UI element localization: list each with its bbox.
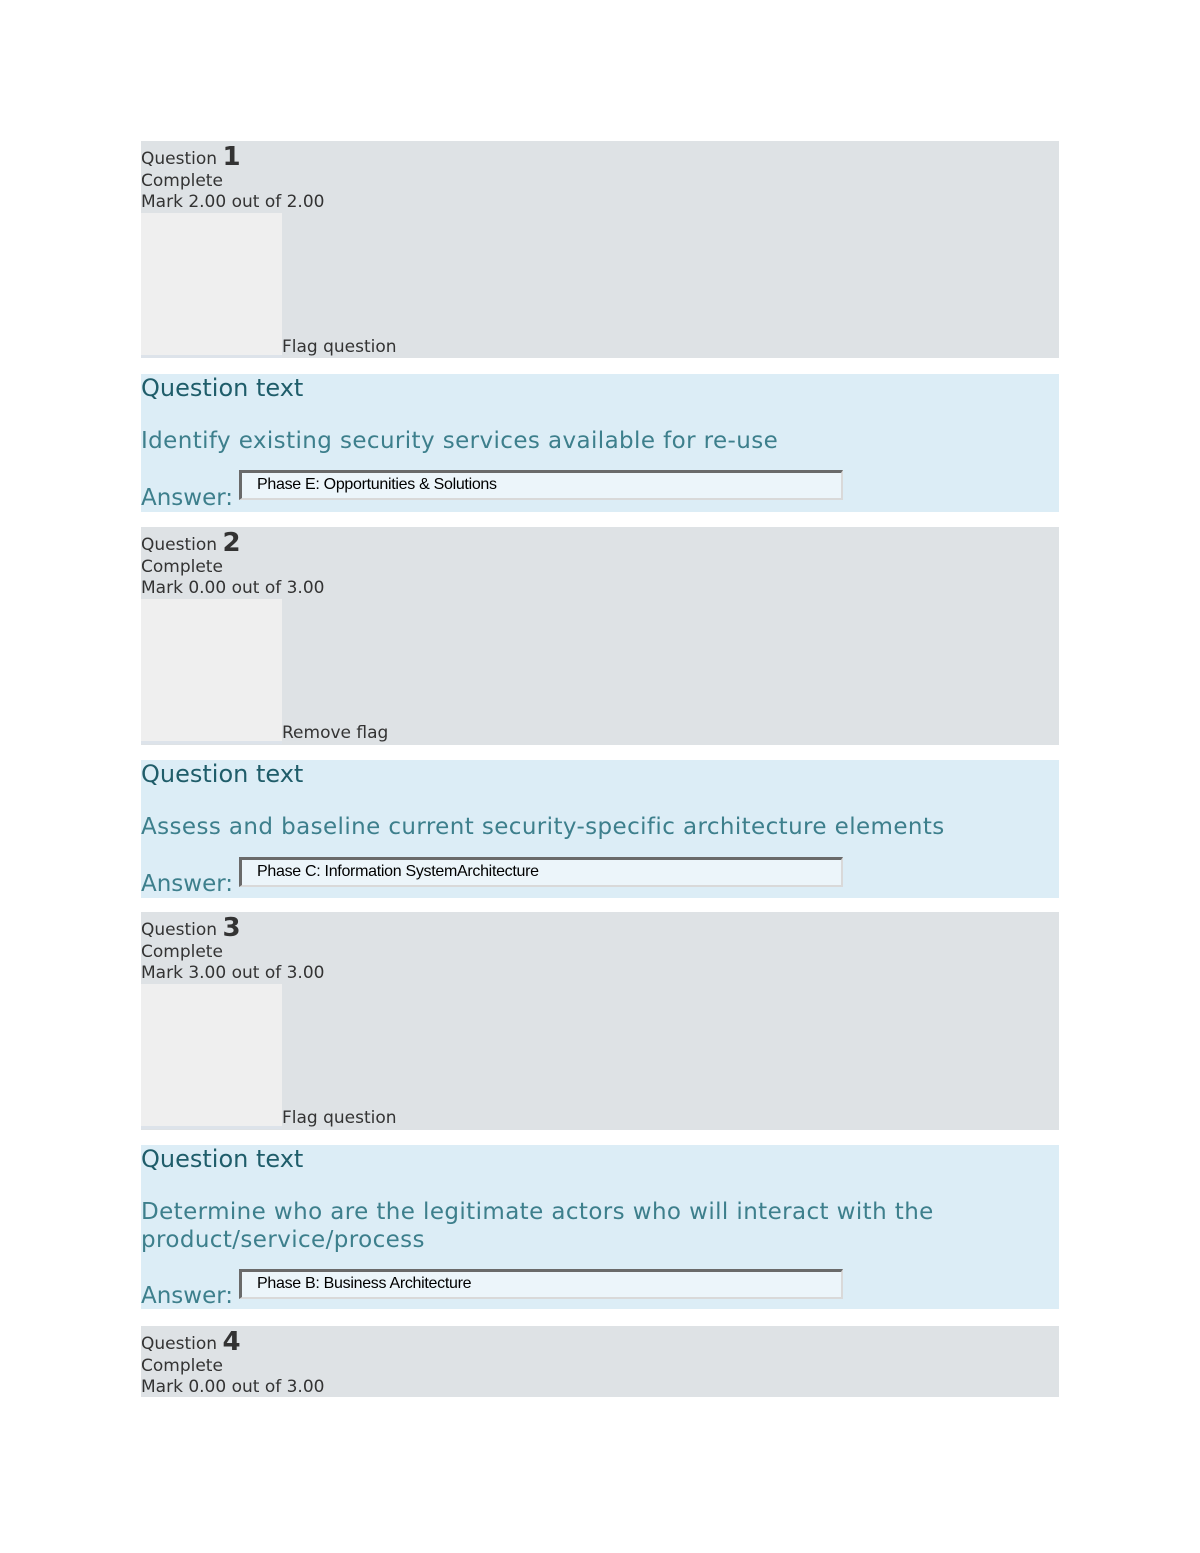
question-state: Complete <box>141 1356 223 1376</box>
question-grade: Mark 3.00 out of 3.00 <box>141 963 325 983</box>
answer-field[interactable]: Phase B: Business Architecture <box>239 1269 843 1299</box>
answer-label: Answer: <box>141 485 234 511</box>
question-text-line-1: Determine who are the legitimate actors who will interact with the <box>141 1199 934 1225</box>
question-text-heading: Question text <box>141 760 304 788</box>
question-state: Complete <box>141 171 223 191</box>
question-number <box>141 1327 241 1357</box>
question-2-info <box>141 527 1059 745</box>
flag-icon-area[interactable] <box>141 213 282 358</box>
question-number-value: 3 <box>222 913 241 943</box>
question-number <box>141 528 241 558</box>
question-4-info <box>141 1326 1059 1397</box>
question-number-value: 1 <box>222 142 241 172</box>
question-number-value: 4 <box>222 1327 241 1357</box>
question-text-heading: Question text <box>141 374 304 402</box>
question-text-line-2: product/service/process <box>141 1227 425 1253</box>
question-number <box>141 913 241 943</box>
question-text-heading: Question text <box>141 1145 304 1173</box>
question-state: Complete <box>141 942 223 962</box>
question-3-content <box>141 1145 1059 1309</box>
question-label: Question <box>141 1334 218 1354</box>
question-grade: Mark 0.00 out of 3.00 <box>141 578 325 598</box>
answer-field[interactable]: Phase C: Information SystemArchitecture <box>239 857 843 887</box>
question-grade: Mark 2.00 out of 2.00 <box>141 192 325 212</box>
remove-flag-link[interactable]: Remove flag <box>282 723 389 743</box>
question-state: Complete <box>141 557 223 577</box>
question-3-info <box>141 912 1059 1130</box>
question-2-content <box>141 760 1059 898</box>
question-label: Question <box>141 149 218 169</box>
flag-question-link[interactable]: Flag question <box>282 1108 397 1128</box>
answer-label: Answer: <box>141 1283 234 1309</box>
answer-label: Answer: <box>141 871 234 897</box>
question-text: Assess and baseline current security-specific architecture elements <box>141 814 945 840</box>
question-number <box>141 142 241 172</box>
question-label: Question <box>141 920 218 940</box>
question-label: Question <box>141 535 218 555</box>
question-grade: Mark 0.00 out of 3.00 <box>141 1377 325 1397</box>
flag-icon-area[interactable] <box>141 599 282 744</box>
answer-field[interactable]: Phase E: Opportunities & Solutions <box>239 470 843 500</box>
question-1-content <box>141 374 1059 512</box>
question-number-value: 2 <box>222 528 241 558</box>
question-1-info <box>141 141 1059 358</box>
flag-icon-area[interactable] <box>141 984 282 1129</box>
flag-question-link[interactable]: Flag question <box>282 337 397 357</box>
question-text: Identify existing security services available for re-use <box>141 428 779 454</box>
